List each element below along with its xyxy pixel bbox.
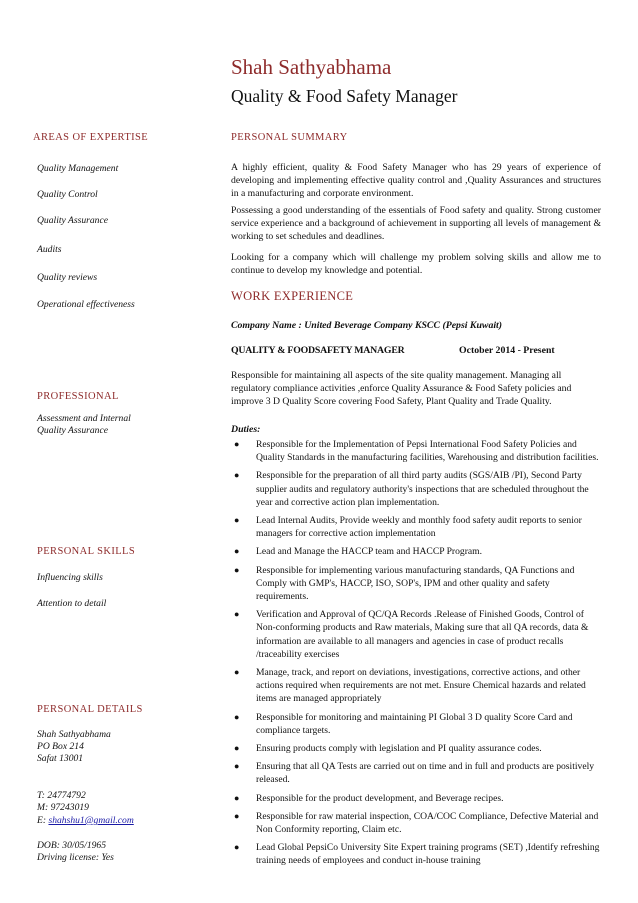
bullet-icon: ● [234, 667, 240, 678]
professional-line: Assessment and Internal [37, 413, 131, 424]
job-intro: Responsible for maintaining all aspects of the site quality management. Managing all regulatory compliance activities ,enforce Quality Assurance & Food Safety policies and improve 3 D Quality Score covering Food Safety, Plant Quality and Trade Quality. [231, 370, 572, 408]
candidate-role: Quality & Food Safety Manager [231, 86, 458, 106]
details-heading: PERSONAL DETAILS [37, 704, 143, 715]
summary-paragraph: A highly efficient, quality & Food Safety Manager who has 29 years of experience of developing and implementing effective quality control and ,Quality Assurances and structures in a manufacturing and corporate environment. [231, 162, 601, 200]
expertise-item: Quality Management [37, 163, 119, 174]
candidate-name: Shah Sathyabhama [231, 55, 392, 79]
bullet-icon: ● [234, 564, 240, 575]
details-email-label: E: [37, 815, 49, 826]
list-item: ● Lead Global PepsiCo University Site Expert training programs (SET) ,Identify refreshing training needs of employees and conduct in-house training [234, 842, 600, 867]
bullet-icon: ● [234, 792, 240, 803]
list-item: ● Lead Internal Audits, Provide weekly and monthly food safety audit reports to senior managers for corrective action implementation [234, 515, 582, 540]
bullet-icon: ● [234, 761, 240, 772]
summary-heading: PERSONAL SUMMARY [231, 132, 348, 143]
bullet-icon: ● [234, 609, 240, 620]
summary-paragraph: Possessing a good understanding of the essentials of Food safety and quality. Strong customer service experience and a background of achievement in supporting all levels of management & working to set schedules and deadlines. [231, 205, 601, 243]
skill-item: Attention to detail [37, 598, 107, 609]
list-item: ● Lead and Manage the HACCP team and HACCP Program. [234, 546, 483, 558]
expertise-item: Quality Assurance [37, 215, 108, 226]
list-item: ● Ensuring that all QA Tests are carried out on time and in full and products are positively released. [234, 761, 595, 786]
bullet-icon: ● [234, 842, 240, 853]
professional-line: Quality Assurance [37, 425, 108, 436]
bullet-icon: ● [234, 439, 240, 449]
bullet-icon: ● [234, 810, 240, 821]
details-po-box: PO Box 214 [37, 741, 84, 752]
expertise-item: Operational effectiveness [37, 299, 135, 310]
job-title: QUALITY & FOODSAFETY MANAGER [231, 345, 405, 356]
bullet-icon: ● [234, 470, 240, 481]
expertise-item: Audits [37, 244, 62, 255]
bullet-icon: ● [234, 743, 240, 754]
details-dob: DOB: 30/05/1965 [37, 840, 107, 851]
expertise-heading: AREAS OF EXPERTISE [33, 132, 149, 143]
skill-item: Influencing skills [37, 572, 103, 583]
list-item: ● Responsible for the Implementation of Pepsi International Food Safety Policies and Quality Standards in the manufacturing facilities, Warehousing and distribution facilities. [234, 439, 599, 464]
bullet-icon: ● [234, 515, 240, 526]
email-link[interactable]: shahshu1@gmail.com [48, 815, 134, 826]
details-phone: T: 24774792 [37, 790, 86, 801]
list-item: ● Responsible for the product development, and Beverage recipes. [234, 792, 504, 804]
list-item: ● Responsible for implementing various manufacturing standards, QA Functions and Comply with GMP's, HACCP, ISO, SOP's, IPM and other quality and safety requirements. [234, 564, 575, 603]
details-name: Shah Sathyabhama [37, 729, 111, 740]
list-item: ● Manage, track, and report on deviations, investigations, corrective actions, and other actions required when requirements are not met. Ensure Chemical hazards and related items are managed appropriately [234, 667, 586, 705]
bullet-icon: ● [234, 546, 240, 557]
list-item: ● Responsible for the preparation of all third party audits (SGS/AIB /PI), Second Party supplier audits and regulatory authority's inspections that are scheduled throughout the year and corrective action plan implementation. [234, 470, 589, 508]
expertise-item: Quality reviews [37, 272, 98, 283]
list-item: ● Verification and Approval of QC/QA Records .Release of Finished Goods, Control of Non-conforming products and Raw materials, Making sure that all QA records, data & information are available to all managers and agencies in case of product recalls /traceability exercises [234, 609, 589, 660]
duties-label: Duties: [231, 424, 261, 435]
details-mobile: M: 97243019 [37, 802, 89, 813]
details-city: Safat 13001 [37, 753, 84, 764]
summary-paragraph: Looking for a company which will challenge my problem solving skills and allow me to continue to develop my knowledge and potential. [231, 252, 601, 277]
professional-heading: PROFESSIONAL [37, 391, 119, 402]
duties-list [231, 438, 603, 873]
list-item: ● Responsible for monitoring and maintaining PI Global 3 D quality Score Card and compliance targets. [234, 711, 573, 736]
job-dates: October 2014 - Present [459, 345, 555, 356]
bullet-icon: ● [234, 711, 240, 722]
details-license: Driving license: Yes [37, 852, 114, 863]
expertise-item: Quality Control [37, 189, 98, 200]
list-item: ● Responsible for raw material inspection, COA/COC Compliance, Defective Material and Non Conformity reporting, Claim etc. [234, 810, 599, 836]
details-email-row [37, 815, 134, 826]
skills-heading: PERSONAL SKILLS [37, 546, 136, 557]
company-name: Company Name : United Beverage Company KSCC (Pepsi Kuwait) [231, 320, 503, 331]
list-item: ● Ensuring products comply with legislation and PI quality assurance codes. [234, 743, 542, 755]
work-heading: WORK EXPERIENCE [231, 289, 354, 303]
